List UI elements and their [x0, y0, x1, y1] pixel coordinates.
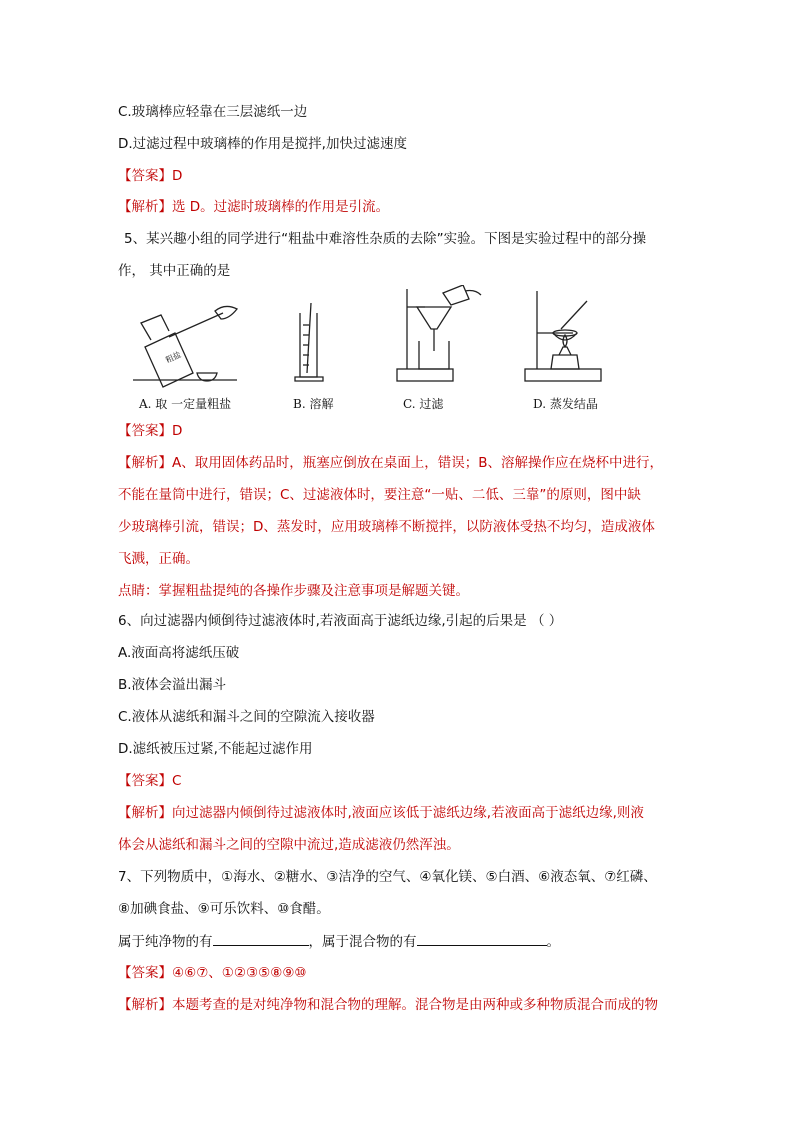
option-c-q4: C.玻璃棒应轻靠在三层滤纸一边	[118, 104, 308, 120]
option-a-q6: A.液面高将滤纸压破	[118, 645, 240, 661]
figure-a-drawing	[133, 306, 237, 387]
option-d-q6: D.滤纸被压过紧,不能起过滤作用	[118, 741, 313, 757]
figure-c-drawing	[397, 285, 481, 381]
analysis-q5-line1: 【解析】A、取用固体药品时，瓶塞应倒放在桌面上，错误；B、溶解操作应在烧杯中进行，	[118, 455, 663, 471]
answer-q6: 【答案】C	[118, 773, 182, 789]
blank-label-mixture: ，属于混合物的有	[308, 934, 417, 950]
svg-text:粗盐: 粗盐	[164, 350, 183, 365]
question-5: 5、某兴趣小组的同学进行“粗盐中难溶性杂质的去除”实验。下图是实验过程中的部分操	[124, 231, 647, 247]
blank-pure-substance	[213, 931, 309, 946]
question-7-cont: ⑧加碘食盐、⑨可乐饮料、⑩食醋。	[118, 901, 330, 917]
caption-b: B. 溶解	[293, 397, 334, 411]
answer-q5: 【答案】D	[118, 423, 183, 439]
analysis-q6-line1: 【解析】向过滤器内倾倒待过滤液体时,液面应该低于滤纸边缘,若液面高于滤纸边缘,则液	[118, 805, 644, 821]
lab-figure	[125, 285, 625, 410]
option-c-q6: C.液体从滤纸和漏斗之间的空隙流入接收器	[118, 709, 375, 725]
blank-label-pure: 属于纯净物的有	[118, 934, 213, 950]
blank-end: 。	[546, 934, 560, 950]
option-b-q6: B.液体会溢出漏斗	[118, 677, 227, 693]
figure-b-drawing	[295, 303, 323, 381]
figure-d-drawing	[525, 291, 601, 381]
caption-c: C. 过滤	[403, 397, 444, 411]
blank-mixture	[417, 931, 547, 946]
lab-apparatus-drawing	[125, 285, 625, 393]
analysis-q5-line3: 少玻璃棒引流，错误；D、蒸发时，应用玻璃棒不断搅拌，以防液体受热不均匀，造成液体	[118, 519, 655, 535]
caption-a: A. 取 一定量粗盐	[139, 397, 232, 411]
option-d-q4: D.过滤过程中玻璃棒的作用是搅拌,加快过滤速度	[118, 136, 407, 152]
question-7: 7、下列物质中，①海水、②糖水、③洁净的空气、④氧化镁、⑤白酒、⑥液态氧、⑦红磷、	[118, 869, 657, 885]
question-6: 6、向过滤器内倾倒待过滤液体时,若液面高于滤纸边缘,引起的后果是 （ ）	[118, 613, 563, 629]
answer-q7: 【答案】④⑥⑦、①②③⑤⑧⑨⑩	[118, 965, 307, 981]
analysis-q4: 【解析】选 D。过滤时玻璃棒的作用是引流。	[118, 199, 390, 215]
analysis-q7: 【解析】本题考查的是对纯净物和混合物的理解。混合物是由两种或多种物质混合而成的物	[118, 997, 658, 1013]
analysis-q5-line2: 不能在量筒中进行，错误；C、过滤液体时，要注意“一贴、二低、三靠”的原则，图中缺	[118, 487, 641, 503]
tip-q5: 点睛：掌握粗盐提纯的各操作步骤及注意事项是解题关键。	[118, 583, 469, 599]
caption-d: D. 蒸发结晶	[533, 397, 598, 411]
analysis-q6-line2: 体会从滤纸和漏斗之间的空隙中流过,造成滤液仍然浑浊。	[118, 837, 460, 853]
question-7-blanks	[118, 931, 560, 952]
answer-q4: 【答案】D	[118, 168, 183, 184]
question-5-cont: 作， 其中正确的是	[118, 263, 231, 279]
analysis-q5-line4: 飞溅，正确。	[118, 551, 199, 567]
